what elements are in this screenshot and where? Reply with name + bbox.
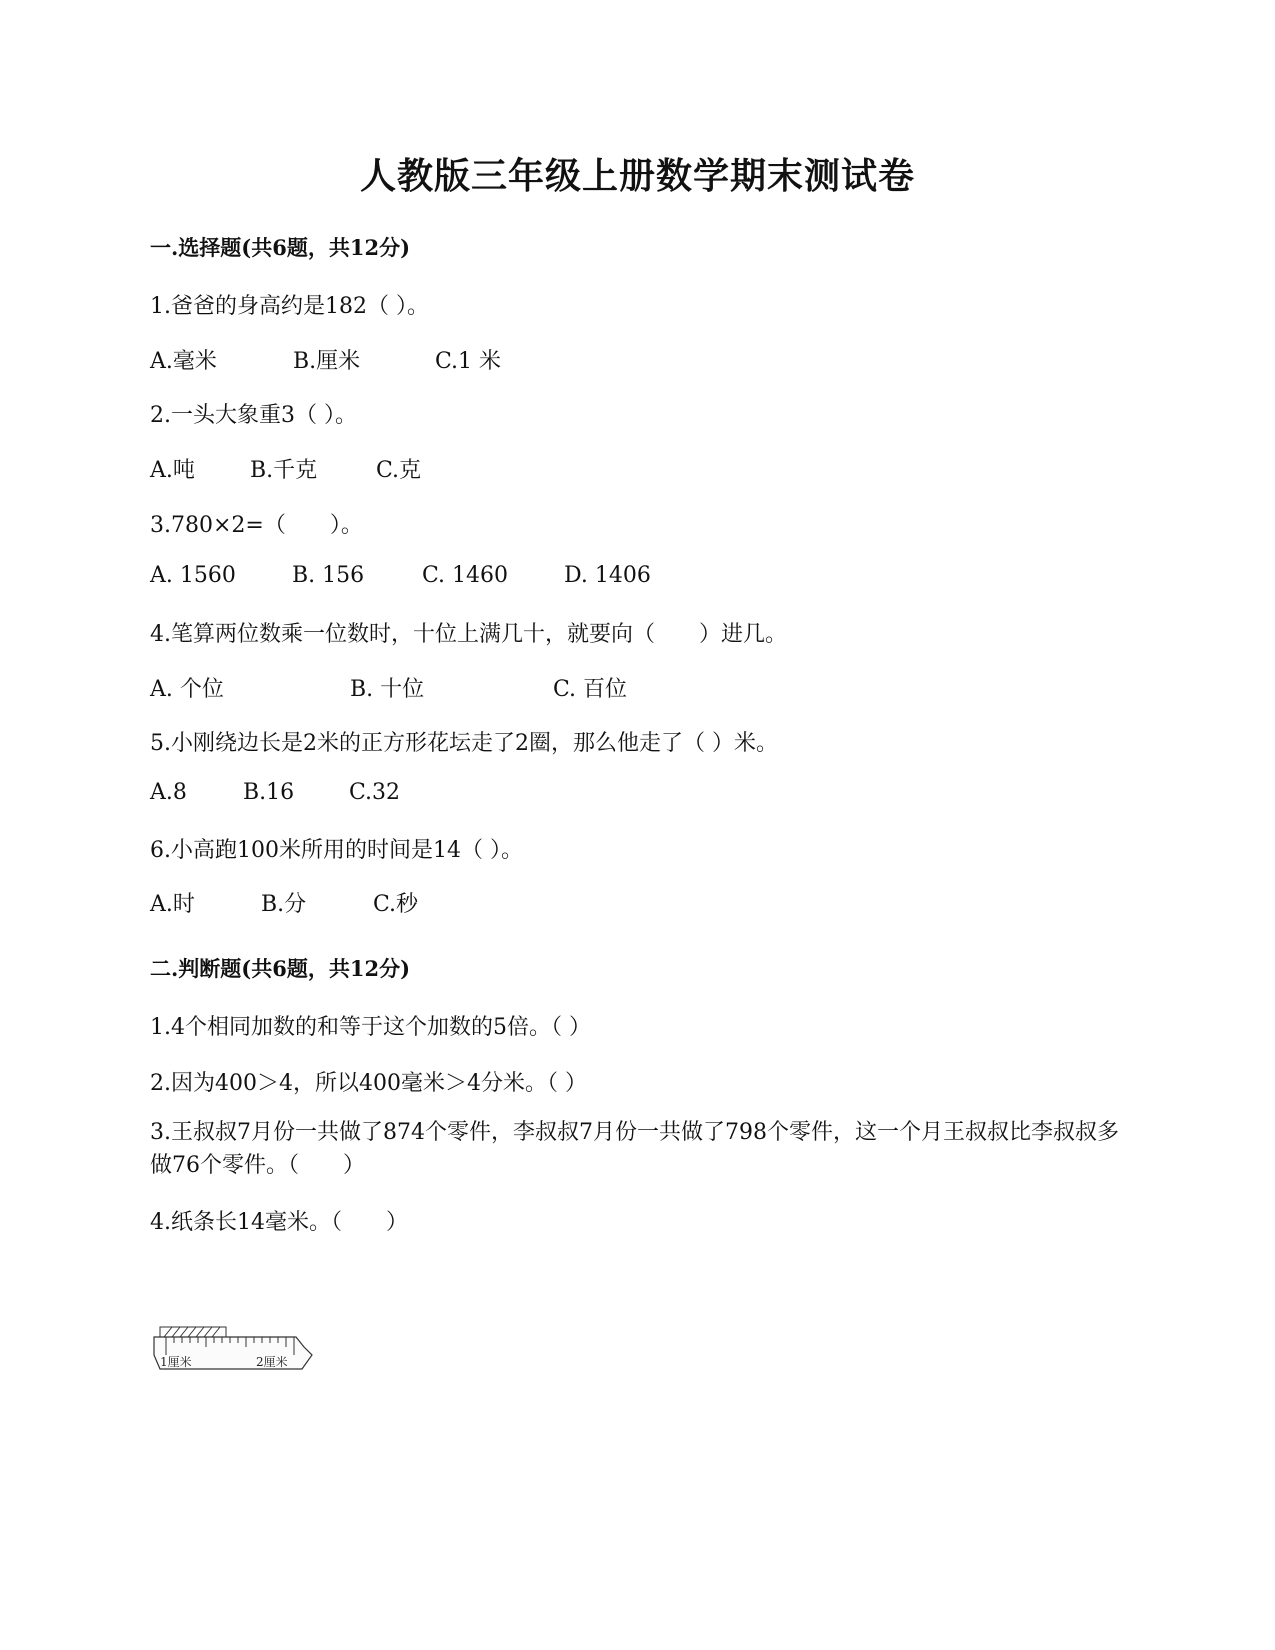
question-text: 5.小刚绕边长是2米的正方形花坛走了2圈，那么他走了（ ）米。 <box>150 731 778 756</box>
option-b: B.16 <box>243 780 295 805</box>
question-text: 4.纸条长14毫米。（ ） <box>150 1210 408 1235</box>
section-heading-judgement: 二.判断题(共6题，共12分) <box>150 956 411 981</box>
option-c: C.秒 <box>373 892 419 917</box>
question-text: 2.因为400＞4，所以400毫米＞4分米。（ ） <box>150 1071 587 1096</box>
option-c: C. 1460 <box>422 563 509 588</box>
option-b: B.厘米 <box>293 349 361 374</box>
ruler-label-1: 1厘米 <box>160 1355 192 1369</box>
option-b: B.分 <box>261 892 307 917</box>
ruler-icon <box>152 1325 342 1377</box>
option-c: C.克 <box>376 458 422 483</box>
option-c: C. 百位 <box>553 677 628 702</box>
option-b: B. 156 <box>292 563 365 588</box>
option-a: A. 个位 <box>150 677 224 702</box>
section-heading-choice: 一.选择题(共6题，共12分) <box>150 235 411 260</box>
question-text: 6.小高跑100米所用的时间是14（ ）。 <box>150 838 523 863</box>
option-d: D. 1406 <box>564 563 651 588</box>
option-a: A.毫米 <box>150 349 217 374</box>
question-text: 3.780×2=（ ）。 <box>150 513 363 538</box>
question-text: 1.4个相同加数的和等于这个加数的5倍。（ ） <box>150 1015 591 1040</box>
option-b: B.千克 <box>250 458 318 483</box>
question-text: 3.王叔叔7月份一共做了874个零件，李叔叔7月份一共做了798个零件，这一个月王叔叔比李叔叔多做76个零件。（ ） <box>150 1120 1119 1178</box>
option-c: C.32 <box>349 780 401 805</box>
question-text: 1.爸爸的身高约是182（ ）。 <box>150 294 429 319</box>
option-a: A. 1560 <box>150 563 236 588</box>
ruler-label-2: 2厘米 <box>256 1355 288 1369</box>
option-c: C.1 米 <box>435 349 502 374</box>
option-a: A.时 <box>150 892 195 917</box>
option-b: B. 十位 <box>350 677 425 702</box>
option-a: A.吨 <box>150 458 195 483</box>
question-text: 4.笔算两位数乘一位数时，十位上满几十，就要向（ ）进几。 <box>150 622 787 647</box>
ruler-figure <box>152 1325 342 1381</box>
page-title: 人教版三年级上册数学期末测试卷 <box>359 155 915 197</box>
option-a: A.8 <box>150 780 187 805</box>
question-text: 2.一头大象重3（ ）。 <box>150 403 357 428</box>
